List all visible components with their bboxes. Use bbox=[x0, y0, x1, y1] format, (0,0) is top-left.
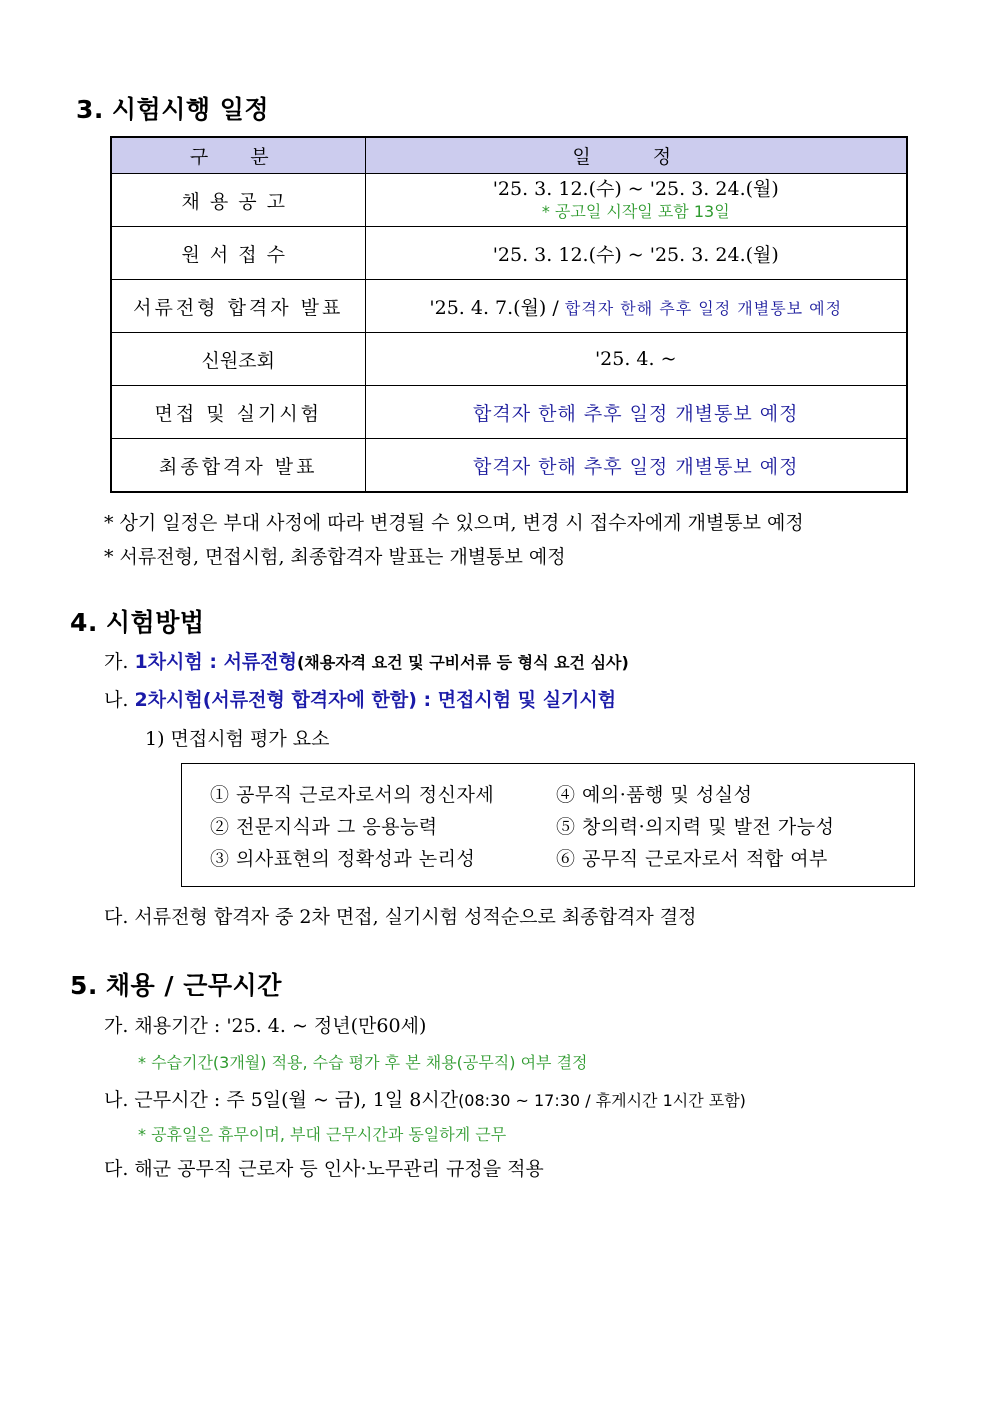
schedule-note: * 공고일 시작일 포함 13일 bbox=[541, 202, 730, 221]
method-ga bbox=[104, 647, 629, 674]
row-category: 서류전형 합격자 발표 bbox=[111, 280, 365, 333]
row-category: 원서접수 bbox=[111, 227, 365, 280]
working-hours-main: 나. 근무시간 : 주 5일(월 ~ 금), 1일 8시간 bbox=[104, 1089, 459, 1111]
probation-note: * 수습기간(3개월) 적용, 수습 평가 후 본 채용(공무직) 여부 결정 bbox=[138, 1053, 588, 1072]
section5-title: 채용 / 근무시간 bbox=[105, 971, 282, 1000]
section3-number: 3. bbox=[76, 95, 104, 124]
table-row bbox=[111, 280, 907, 333]
criteria-item: ② 전문지식과 그 응용능력 bbox=[210, 816, 438, 838]
criteria-item: ① 공무직 근로자로서의 정신자세 bbox=[210, 784, 495, 806]
schedule-note-1: * 상기 일정은 부대 사정에 따라 변경될 수 있으며, 변경 시 접수자에게 개별통보 예정 bbox=[104, 512, 804, 534]
regulation-note: 다. 해군 공무직 근로자 등 인사·노무관리 규정을 적용 bbox=[104, 1158, 544, 1180]
criteria-box bbox=[181, 763, 915, 887]
method-na-title: 2차시험(서류전형 합격자에 한함) : 면접시험 및 실기시험 bbox=[134, 689, 617, 711]
method-ga-prefix: 가. bbox=[104, 651, 129, 673]
row-category: 최종합격자 발표 bbox=[111, 439, 365, 493]
table-row bbox=[111, 227, 907, 280]
row-category: 면접 및 실기시험 bbox=[111, 386, 365, 439]
table-row bbox=[111, 439, 907, 493]
schedule-note: 합격자 한해 추후 일정 개별통보 예정 bbox=[564, 298, 843, 318]
schedule-note-2: * 서류전형, 면접시험, 최종합격자 발표는 개별통보 예정 bbox=[104, 546, 566, 568]
method-na-prefix: 나. bbox=[104, 689, 129, 711]
table-header-row bbox=[111, 137, 907, 174]
working-hours bbox=[104, 1085, 746, 1112]
row-schedule: 합격자 한해 추후 일정 개별통보 예정 bbox=[365, 386, 907, 439]
row-schedule bbox=[365, 174, 907, 227]
schedule-text: '25. 3. 12.(수) ~ '25. 3. 24.(월) bbox=[492, 178, 779, 200]
working-hours-detail: (08:30 ~ 17:30 / 휴게시간 1시간 포함) bbox=[458, 1091, 746, 1110]
row-category: 신원조회 bbox=[111, 333, 365, 386]
section5-number: 5. bbox=[70, 971, 98, 1000]
section4-title: 시험방법 bbox=[105, 608, 205, 637]
section4-heading bbox=[70, 603, 205, 639]
header-schedule: 일 정 bbox=[365, 137, 907, 174]
criteria-item: ④ 예의·품행 및 성실성 bbox=[556, 784, 753, 806]
row-category: 채용공고 bbox=[111, 174, 365, 227]
section4-number: 4. bbox=[70, 608, 98, 637]
header-category: 구 분 bbox=[111, 137, 365, 174]
row-schedule: '25. 4. ~ bbox=[365, 333, 907, 386]
section5-heading bbox=[70, 966, 282, 1002]
table-row bbox=[111, 333, 907, 386]
schedule-text: '25. 4. 7.(월) / bbox=[429, 296, 565, 319]
row-schedule: '25. 3. 12.(수) ~ '25. 3. 24.(월) bbox=[365, 227, 907, 280]
method-ga-title: 1차시험 : 서류전형 bbox=[134, 651, 297, 673]
section3-heading bbox=[76, 90, 269, 126]
holiday-note: * 공휴일은 휴무이며, 부대 근무시간과 동일하게 근무 bbox=[138, 1125, 507, 1144]
schedule-table bbox=[110, 136, 908, 493]
method-da: 다. 서류전형 합격자 중 2차 면접, 실기시험 성적순으로 최종합격자 결정 bbox=[104, 906, 697, 928]
row-schedule: 합격자 한해 추후 일정 개별통보 예정 bbox=[365, 439, 907, 493]
employment-period: 가. 채용기간 : '25. 4. ~ 정년(만60세) bbox=[104, 1015, 427, 1037]
row-schedule bbox=[365, 280, 907, 333]
table-row bbox=[111, 174, 907, 227]
criteria-item: ⑤ 창의력·의지력 및 발전 가능성 bbox=[556, 816, 835, 838]
section3-title: 시험시행 일정 bbox=[111, 95, 270, 124]
criteria-item: ⑥ 공무직 근로자로서 적합 여부 bbox=[556, 848, 828, 870]
method-ga-detail: (채용자격 요건 및 구비서류 등 형식 요건 심사) bbox=[296, 653, 629, 672]
method-na bbox=[104, 685, 616, 712]
interview-criteria-title: 1) 면접시험 평가 요소 bbox=[145, 728, 330, 750]
criteria-item: ③ 의사표현의 정확성과 논리성 bbox=[210, 848, 476, 870]
table-row bbox=[111, 386, 907, 439]
